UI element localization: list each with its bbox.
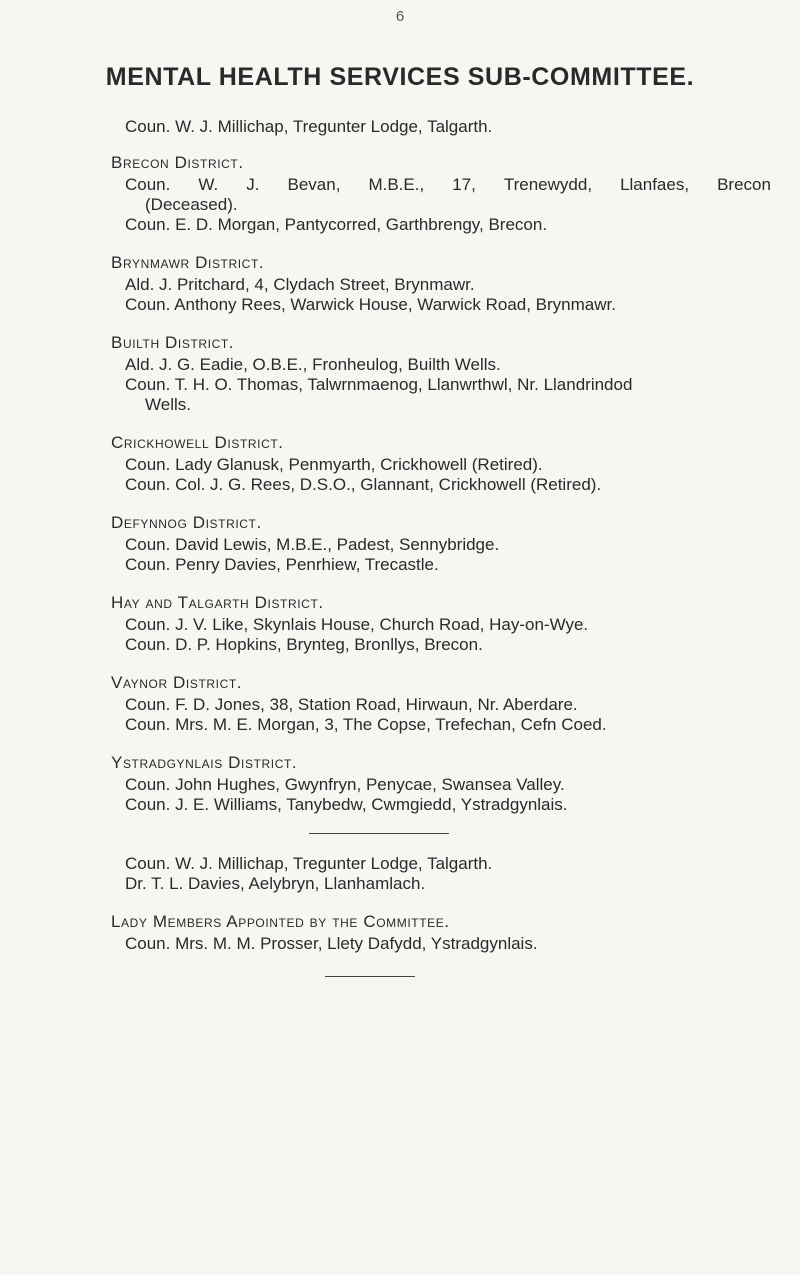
- member-entry: Coun. Mrs. M. E. Morgan, 3, The Copse, Trefechan, Cefn Coed.: [125, 715, 607, 734]
- committee-list: [111, 117, 771, 997]
- member-entry: Coun. Mrs. M. M. Prosser, Llety Dafydd, Ystradgynlais.: [125, 934, 538, 953]
- district-heading: Brynmawr District.: [111, 253, 265, 272]
- district-crickhowell: [111, 433, 771, 495]
- district-hay-and-talgarth: [111, 593, 771, 655]
- chair-entry: Coun. W. J. Millichap, Tregunter Lodge, Talgarth.: [125, 117, 493, 136]
- member-entry: Coun. J. V. Like, Skynlais House, Church Road, Hay-on-Wye.: [125, 615, 589, 634]
- justified-word: Coun.: [125, 175, 171, 194]
- district-heading: Vaynor District.: [111, 673, 243, 692]
- member-entry: Coun. David Lewis, M.B.E., Padest, Sennybridge.: [125, 535, 500, 554]
- member-entry: Ald. J. G. Eadie, O.B.E., Fronheulog, Builth Wells.: [125, 355, 501, 374]
- justified-word: Bevan,: [287, 175, 341, 194]
- justified-word: Llanfaes,: [620, 175, 690, 194]
- district-builth: [111, 333, 771, 415]
- member-entry: Coun. T. H. O. Thomas, Talwrnmaenog, Llanwrthwl, Nr. Llandrindod: [125, 375, 633, 394]
- justified-word: M.B.E.,: [368, 175, 425, 194]
- end-divider: [325, 976, 415, 977]
- lady-members: [111, 912, 771, 954]
- member-entry: Coun. Col. J. G. Rees, D.S.O., Glannant, Crickhowell (Retired).: [125, 475, 602, 494]
- justified-word: J.: [246, 175, 260, 194]
- district-ystradgynlais: [111, 753, 771, 815]
- district-heading: Ystradgynlais District.: [111, 753, 298, 772]
- member-entry: Coun. Lady Glanusk, Penmyarth, Crickhowell (Retired).: [125, 455, 543, 474]
- justified-word: Trenewydd,: [503, 175, 593, 194]
- district-defynnog: [111, 513, 771, 575]
- member-entry: [111, 175, 771, 195]
- district-heading: Crickhowell District.: [111, 433, 284, 452]
- member-entry: Coun. E. D. Morgan, Pantycorred, Garthbrengy, Brecon.: [125, 215, 548, 234]
- additional-members: [111, 854, 771, 894]
- district-vaynor: [111, 673, 771, 735]
- justified-word: 17,: [452, 175, 476, 194]
- member-entry: Coun. W. J. Millichap, Tregunter Lodge, Talgarth.: [125, 854, 493, 873]
- district-heading: Hay and Talgarth District.: [111, 593, 324, 612]
- member-entry: Coun. F. D. Jones, 38, Station Road, Hirwaun, Nr. Aberdare.: [125, 695, 578, 714]
- lady-members-heading: Lady Members Appointed by the Committee.: [111, 912, 450, 931]
- member-entry-continued: (Deceased).: [145, 195, 238, 214]
- member-entry-continued: Wells.: [145, 395, 191, 414]
- member-entry: Coun. John Hughes, Gwynfryn, Penycae, Swansea Valley.: [125, 775, 565, 794]
- district-heading: Defynnog District.: [111, 513, 262, 532]
- district-heading: Brecon District.: [111, 153, 244, 172]
- member-entry: Dr. T. L. Davies, Aelybryn, Llanhamlach.: [125, 874, 426, 893]
- district-brecon: [111, 153, 771, 235]
- member-entry: Ald. J. Pritchard, 4, Clydach Street, Brynmawr.: [125, 275, 475, 294]
- justified-word: W.: [198, 175, 219, 194]
- member-entry: Coun. Anthony Rees, Warwick House, Warwick Road, Brynmawr.: [125, 295, 616, 314]
- member-entry: Coun. D. P. Hopkins, Brynteg, Bronllys, Brecon.: [125, 635, 483, 654]
- page-title: MENTAL HEALTH SERVICES SUB-COMMITTEE.: [105, 63, 695, 91]
- justified-word: Brecon: [717, 175, 771, 194]
- page-number: 6: [395, 8, 405, 25]
- section-divider: [309, 833, 449, 834]
- member-entry: Coun. Penry Davies, Penrhiew, Trecastle.: [125, 555, 439, 574]
- member-entry: Coun. J. E. Williams, Tanybedw, Cwmgiedd, Ystradgynlais.: [125, 795, 568, 814]
- district-brynmawr: [111, 253, 771, 315]
- district-heading: Builth District.: [111, 333, 235, 352]
